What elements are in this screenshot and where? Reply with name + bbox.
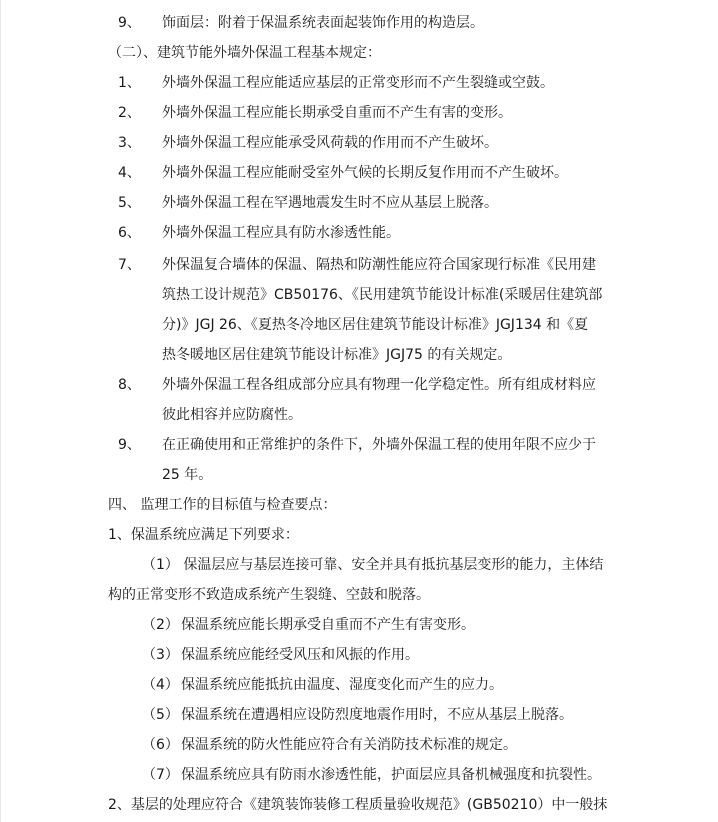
requirement-2 bbox=[0, 610, 718, 640]
item-number: 5、 bbox=[118, 195, 141, 211]
item-text: 外墙外保温工程应具有防水渗透性能。 bbox=[162, 225, 400, 241]
item-number: （7） bbox=[142, 767, 179, 783]
item-number: 9、 bbox=[118, 437, 141, 453]
item-text: 保温系统应具有防雨水渗透性能，护面层应具备机械强度和抗裂性。 bbox=[181, 767, 601, 783]
rule-item-7-line-3: 分)》JGJ 26、《夏热冬冷地区居住建筑节能设计标准》JGJ134 和《夏 bbox=[162, 317, 589, 333]
requirement-5 bbox=[0, 700, 718, 730]
item-number: 3、 bbox=[118, 135, 141, 151]
item-text: 外墙外保温工程各组成部分应具有物理一化学稳定性。所有组成材料应 bbox=[162, 377, 596, 393]
rule-item-3 bbox=[0, 128, 718, 158]
item-number: 2、 bbox=[118, 105, 141, 121]
item-text: 保温系统应能抵抗由温度、湿度变化而产生的应力。 bbox=[181, 677, 503, 693]
rule-item-8 bbox=[0, 370, 718, 400]
requirement-6 bbox=[0, 730, 718, 760]
requirements-heading: 1、保温系统应满足下列要求： bbox=[108, 527, 299, 543]
item-text: 外墙外保温工程在罕遇地震发生时不应从基层上脱落。 bbox=[162, 195, 498, 211]
item-number: 6、 bbox=[118, 225, 141, 241]
rule-item-1 bbox=[0, 68, 718, 98]
requirement-3 bbox=[0, 640, 718, 670]
item-number: （4） bbox=[142, 677, 179, 693]
item-number: （3） bbox=[142, 647, 179, 663]
item-number: 9、 bbox=[118, 15, 141, 31]
rule-item-9 bbox=[0, 430, 718, 460]
item-text: 保温系统的防火性能应符合有关消防技术标准的规定。 bbox=[181, 737, 517, 753]
item-text: 在正确使用和正常维护的条件下，外墙外保温工程的使用年限不应少于 bbox=[162, 437, 596, 453]
item-text: 保温系统应能经受风压和风振的作用。 bbox=[181, 647, 419, 663]
rule-item-7 bbox=[0, 250, 718, 280]
item-number: （2） bbox=[142, 617, 179, 633]
rule-item-7-line-4: 热冬暖地区居住建筑节能设计标准》JGJ75 的有关规定。 bbox=[162, 347, 512, 363]
rule-item-8-line-2: 彼此相容并应防腐性。 bbox=[162, 407, 302, 423]
item-2-base-treatment: 2、基层的处理应符合《建筑装饰装修工程质量验收规范》(GB50210）中一般抹 bbox=[108, 797, 608, 813]
definition-item-9 bbox=[0, 8, 718, 38]
item-text: 外墙外保温工程应能适应基层的正常变形而不产生裂缝或空鼓。 bbox=[162, 75, 554, 91]
rule-item-6 bbox=[0, 218, 718, 248]
section-heading-2: （二）、建筑节能外墙外保温工程基本规定： bbox=[108, 45, 381, 61]
item-text: 外墙外保温工程应能长期承受自重而不产生有害的变形。 bbox=[162, 105, 512, 121]
requirement-4 bbox=[0, 670, 718, 700]
item-number: （6） bbox=[142, 737, 179, 753]
item-number: 4、 bbox=[118, 165, 141, 181]
item-text: 保温系统应能长期承受自重而不产生有害变形。 bbox=[181, 617, 475, 633]
item-number: 1、 bbox=[118, 75, 141, 91]
requirement-7 bbox=[0, 760, 718, 790]
rule-item-7-line-2: 筑热工设计规范》CB50176、《民用建筑节能设计标准(采暖居住建筑部 bbox=[162, 287, 603, 303]
item-text: 外墙外保温工程应能承受风荷载的作用而不产生破坏。 bbox=[162, 135, 498, 151]
rule-item-4 bbox=[0, 158, 718, 188]
rule-item-2 bbox=[0, 98, 718, 128]
item-text: 饰面层：附着于保温系统表面起装饰作用的构造层。 bbox=[162, 15, 484, 31]
item-text: 保温系统在遭遇相应设防烈度地震作用时，不应从基层上脱落。 bbox=[181, 707, 573, 723]
rule-item-5 bbox=[0, 188, 718, 218]
item-number: （5） bbox=[142, 707, 179, 723]
item-number: 7、 bbox=[118, 257, 141, 273]
requirement-1-line-2: 构的正常变形不致造成系统产生裂缝、空鼓和脱落。 bbox=[108, 587, 430, 603]
item-text: 外保温复合墙体的保温、隔热和防潮性能应符合国家现行标准《民用建 bbox=[162, 257, 596, 273]
item-number: 8、 bbox=[118, 377, 141, 393]
requirement-1: （1） 保温层应与基层连接可靠、安全并具有抵抗基层变形的能力，主体结 bbox=[142, 557, 604, 573]
rule-item-9-line-2: 25 年。 bbox=[162, 467, 213, 483]
item-text: 外墙外保温工程应能耐受室外气候的长期反复作用而不产生破坏。 bbox=[162, 165, 568, 181]
section-heading-4: 四、 监理工作的目标值与检查要点： bbox=[108, 497, 337, 513]
